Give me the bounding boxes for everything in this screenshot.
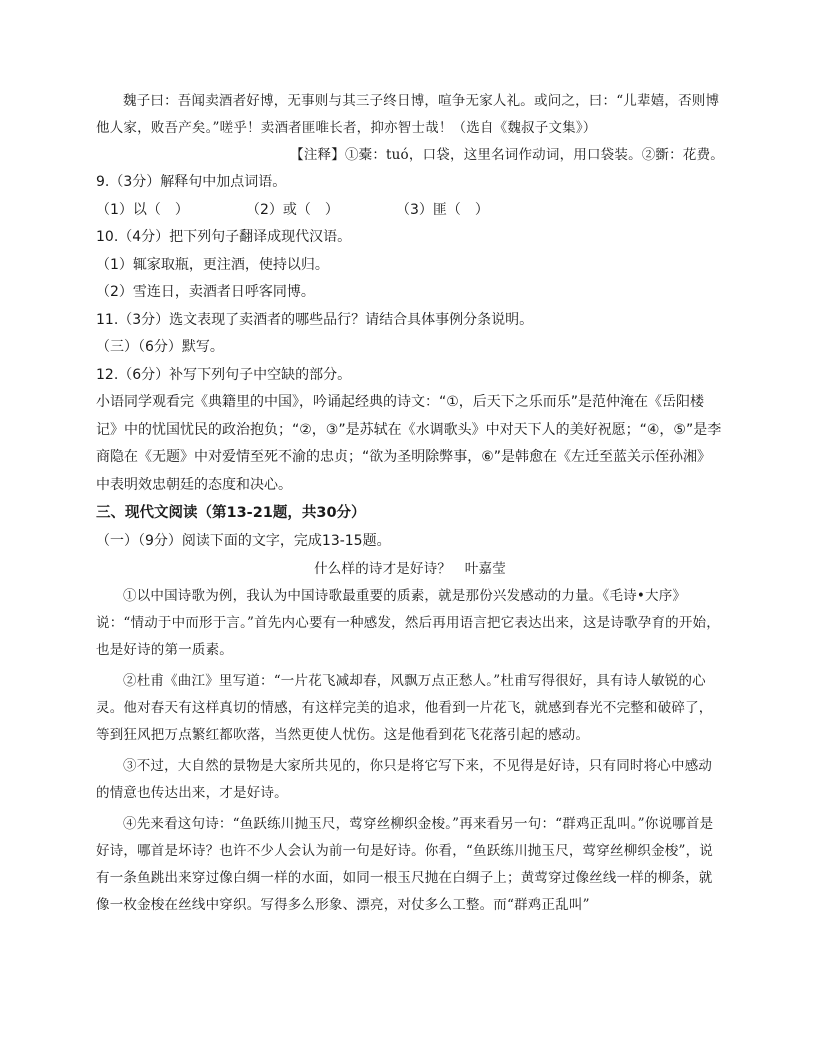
question-9: 9.（3分）解释句中加点词语。: [96, 174, 287, 190]
question-9-item-1: （1）以（ ）: [96, 201, 189, 218]
section-3-sub-1: （一）（9分）阅读下面的文字，完成13-15题。: [96, 533, 391, 549]
question-10-sentence-2: （2）雪连日，卖酒者日呼客同博。: [96, 284, 315, 300]
article-paragraph-3: ③不过，大自然的景物是大家所共见的，你只是将它写下来，不见得是好诗，只有同时将心中感动的情意也传达出来，才是好诗。: [96, 757, 713, 801]
question-11: 11.（3分）选文表现了卖酒者的哪些品行？请结合具体事例分条说明。: [96, 311, 534, 328]
article-title: 什么样的诗才是好诗？ 叶嘉莹: [314, 560, 506, 577]
article-paragraph-1: ①以中国诗歌为例，我认为中国诗歌最重要的质素，就是那份兴发感动的力量。《毛诗•大序》说：“情动于中而形于言。”首先内心要有一种感发，然后再用语言把它表达出来，这是诗歌孕育的开始，也是好诗的第一质素。: [96, 587, 720, 658]
section-3-heading: 三、现代文阅读（第13-21题，共30分）: [96, 505, 366, 521]
document-page: [96, 88, 724, 919]
article-paragraph-4: ④先来看这句诗：“鱼跃练川抛玉尺，莺穿丝柳织金梭。”再来看另一句：“群鸡正乱叫。”你说哪首是好诗，哪首是坏诗？也许不少人会认为前一句是好诗。你看，“鱼跃练川抛玉尺，莺穿丝柳织金梭”，说有一条鱼跳出来穿过像白绸一样的水面，如同一根玉尺抛在白绸子上；黄莺穿过像丝线一样的柳条，就像一枚金梭在丝线中穿织。写得多么形象、漂亮，对仗多么工整。而“群鸡正乱叫”: [96, 815, 714, 913]
question-12: 12.（6分）补写下列句子中空缺的部分。: [96, 366, 352, 383]
question-12-body: 小语同学观看完《典籍里的中国》，吟诵起经典的诗文：“①，后天下之乐而乐”是范仲淹在《岳阳楼记》中的忧国忧民的政治抱负；“②，③”是苏轼在《水调歌头》中对天下人的美好祝愿；“④，⑤”是李商隐在《无题》中对爱情至死不渝的忠贞；“欲为圣明除弊事，⑥”是韩愈在《左迁至蓝关示侄孙湘》中表明效忠朝廷的态度和决心。: [96, 394, 722, 493]
question-10: 10.（4分）把下列句子翻译成现代汉语。: [96, 229, 352, 245]
classical-passage: 魏子曰：吾闻卖酒者好博，无事则与其三子终日博，喧争无家人礼。或问之，曰：“儿辈嬉，否则博他人家，败吾产矣。”嗟乎！卖酒者匪唯长者，抑亦智士哉！（选自《魏叔子文集》）: [96, 93, 720, 136]
question-10-sentence-1: （1）辄家取瓶，更注酒，使持以归。: [96, 256, 329, 273]
question-9-items: [96, 197, 724, 225]
annotation-note: 【注释】①橐：tuó，口袋，这里名词作动词，用口袋装。②斵：花费。: [290, 147, 724, 163]
article-paragraph-2: ②杜甫《曲江》里写道：“一片花飞减却春，风飘万点正愁人。”杜甫写得很好，具有诗人敏锐的心灵。他对春天有这样真切的情感，有这样完美的追求，他看到一片花飞，就感到春光不完整和破碎了，等到狂风把万点繁红都吹落，当然更使人忧伤。这是他看到花飞花落引起的感动。: [96, 672, 713, 743]
question-9-item-3: （3）匪（ ）: [396, 201, 489, 218]
question-9-item-2: （2）或（ ）: [246, 201, 339, 218]
part-3-dictation: （三）（6分）默写。: [96, 339, 224, 355]
